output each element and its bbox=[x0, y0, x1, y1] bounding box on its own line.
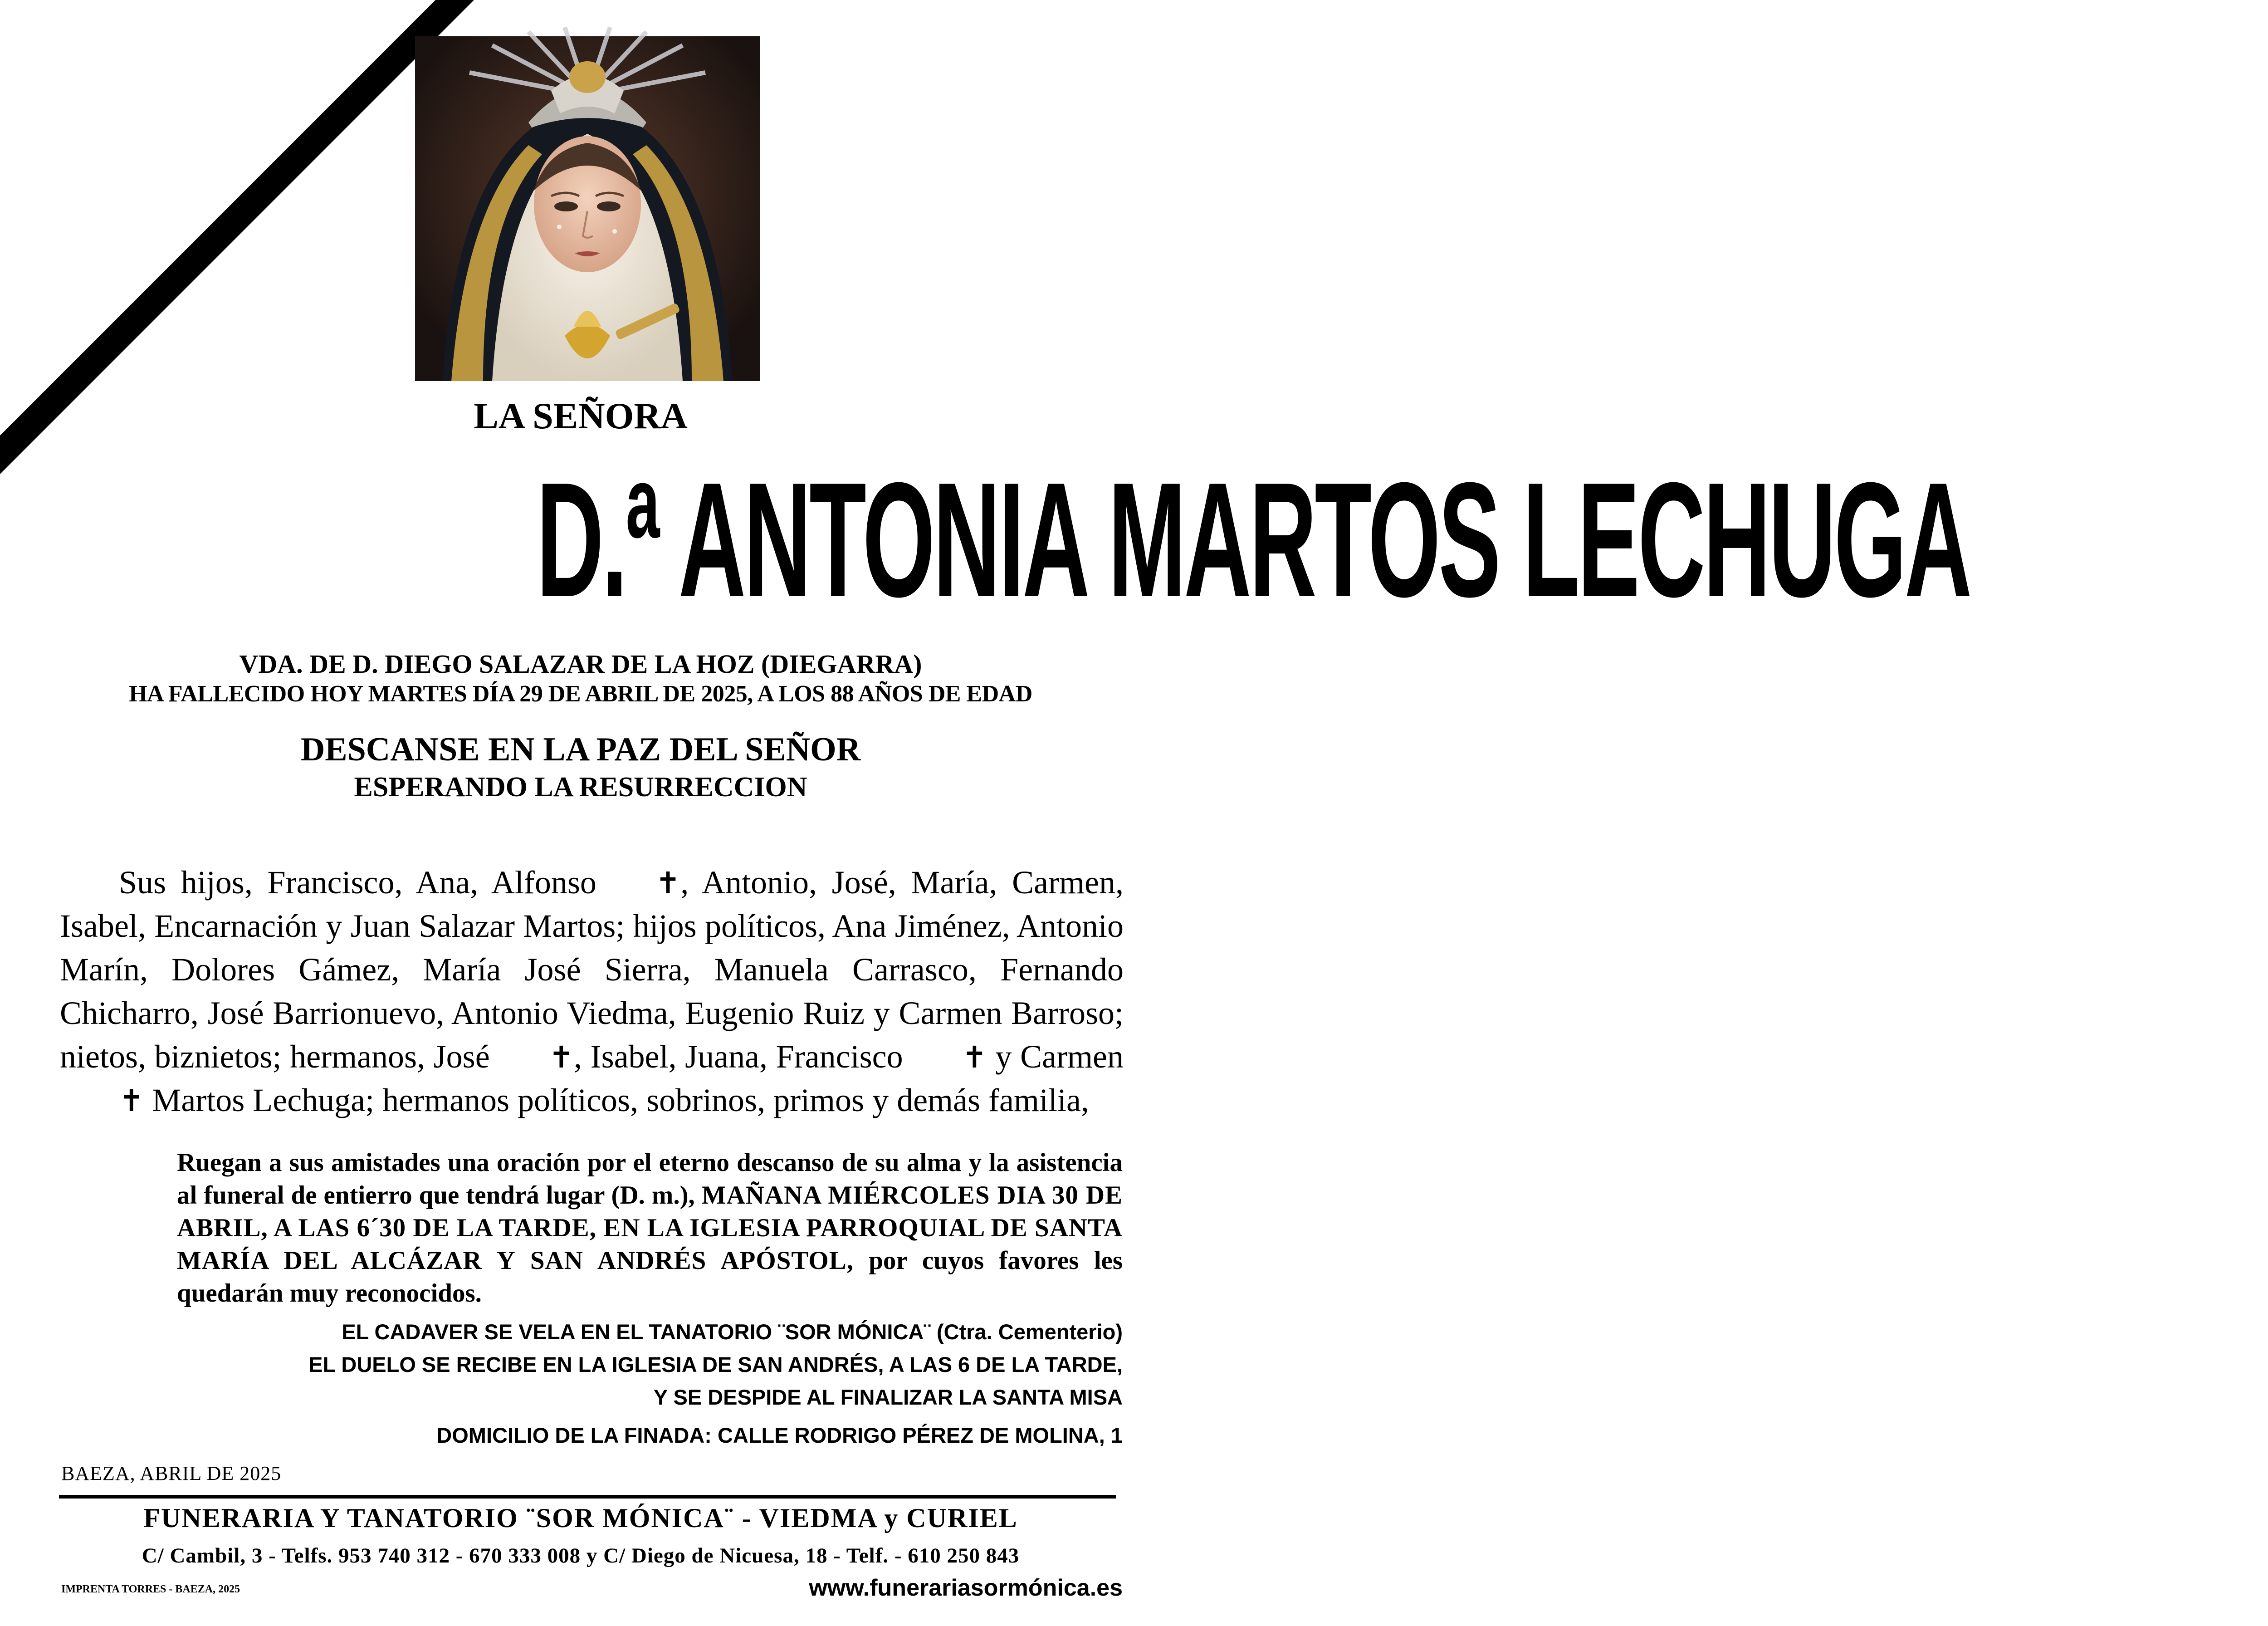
cross-icon: ✝ bbox=[655, 866, 681, 901]
funeral-notices bbox=[170, 1316, 1123, 1452]
widow-line: VDA. DE D. DIEGO SALAZAR DE LA HOZ (DIEGARRA) bbox=[239, 649, 922, 679]
death-announcement: HA FALLECIDO HOY MARTES DÍA 29 DE ABRIL DE 2025, A LOS 88 AÑOS DE EDAD bbox=[129, 681, 1032, 707]
funeral-home-name: FUNERARIA Y TANATORIO ¨SOR MÓNICA¨ - VIEDMA y CURIEL bbox=[143, 1503, 1018, 1533]
cross-icon: ✝ bbox=[548, 1040, 574, 1075]
title-prefix: LA SEÑORA bbox=[474, 395, 688, 436]
resurrection-line: ESPERANDO LA RESURRECCION bbox=[354, 772, 807, 803]
wake-notice: EL CADAVER SE VELA EN EL TANATORIO ¨SOR MÓNICA¨ (Ctra. Cementerio) bbox=[342, 1320, 1123, 1344]
family-paragraph: Sus hijos, Francisco, Ana, Alfonso ✝, Antonio, José, María, Carmen, Isabel, Encarnación y Juan Salazar Martos; hijos políticos, Ana Jiménez, Antonio Marín, Dolores Gámez, María José Sierra, Manuela Carrasco, Fernando Chicharro, José Barrionuevo, Antonio Viedma, Eugenio Ruiz y Carmen Barroso; nietos, biznietos; hermanos, José ✝, Isabel, Juana, Francisco ✝ y Carmen✝ Martos Lechuga; hermanos políticos, sobrinos, primos y demás familia, bbox=[60, 864, 1124, 1118]
footer-divider bbox=[59, 1495, 1116, 1499]
residence-notice: DOMICILIO DE LA FINADA: CALLE RODRIGO PÉREZ DE MOLINA, 1 bbox=[436, 1423, 1123, 1447]
deceased-name: D.ª ANTONIA MARTOS LECHUGA bbox=[536, 449, 1970, 631]
website-link[interactable]: www.funerariasormónica.es bbox=[809, 1575, 1123, 1601]
virgin-mary-image bbox=[415, 36, 760, 381]
farewell-notice: Y SE DESPIDE AL FINALIZAR LA SANTA MISA bbox=[653, 1385, 1123, 1409]
printer-credit: IMPRENTA TORRES - BAEZA, 2025 bbox=[61, 1583, 240, 1595]
rest-in-peace-line: DESCANSE EN LA PAZ DEL SEÑOR bbox=[300, 731, 861, 768]
mourning-notice: EL DUELO SE RECIBE EN LA IGLESIA DE SAN ANDRÉS, A LAS 6 DE LA TARDE, bbox=[308, 1352, 1123, 1376]
funeral-invitation: Ruegan a sus amistades una oración por el eterno descanso de su alma y la asistencia al funeral de entierro que tendrá lugar (D. m.), MAÑANA MIÉRCOLES DIA 30 DE ABRIL, A LAS 6´30 DE LA TARDE, EN LA IGLESIA PARROQUIAL DE SANTA MARÍA DEL ALCÁZAR Y SAN ANDRÉS APÓSTOL, por cuyos favores les quedarán muy reconocidos. bbox=[177, 1148, 1123, 1308]
cross-icon: ✝ bbox=[119, 1083, 144, 1118]
funeral-home-address: C/ Cambil, 3 - Telfs. 953 740 312 - 670 333 008 y C/ Diego de Nicuesa, 18 - Telf. - 610 250 843 bbox=[142, 1544, 1020, 1567]
cross-icon: ✝ bbox=[962, 1040, 987, 1075]
place-date: BAEZA, ABRIL DE 2025 bbox=[61, 1462, 282, 1484]
deceased-name-block bbox=[0, 449, 1970, 644]
